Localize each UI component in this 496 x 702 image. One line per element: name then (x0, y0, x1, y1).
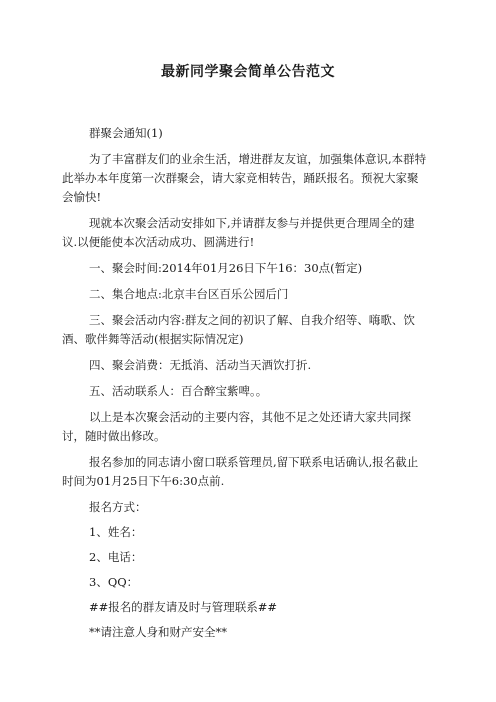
paragraph-signup-qq: 3、QQ： (89, 575, 139, 589)
paragraph-cost: 四、聚会消费：无抵消、活动当天酒饮打折. (89, 358, 312, 372)
paragraph-contact-reminder: ##报名的群友请及时与管理联系## (89, 600, 278, 614)
paragraph-activities: 三、聚会活动内容:群友之间的初识了解、自我介绍等、嗨歌、饮酒、歌伴舞等活动(根据实际情况定) (62, 313, 415, 346)
paragraph-notice-heading: 群聚会通知(1) (89, 126, 163, 140)
paragraph-safety-reminder: **请注意人身和财产安全** (89, 625, 227, 639)
paragraph-contact: 五、活动联系人：百合醉宝紫啤。。 (89, 384, 268, 398)
paragraph-signup-phone: 2、电话： (89, 550, 143, 564)
paragraph-signup-name: 1、姓名： (89, 525, 143, 539)
paragraph-summary: 以上是本次聚会活动的主要内容，其他不足之处还请大家共同探讨，随时做出修改。 (62, 410, 411, 443)
paragraph-intro: 为了丰富群友们的业余生活，增进群友友谊，加强集体意识,本群特此举办本年度第一次群聚会，请大家竞相转告，踊跃报名。预祝大家聚会愉快! (62, 152, 427, 204)
paragraph-location: 二、集合地点:北京丰台区百乐公园后门 (89, 287, 289, 301)
document-title: 最新同学聚会简单公告范文 (161, 64, 335, 80)
paragraph-signup-method: 报名方式： (89, 500, 147, 514)
paragraph-arrangement: 现就本次聚会活动安排如下,并请群友参与并提供更合理周全的建议.以便能使本次活动成功、圆满进行! (62, 216, 415, 249)
paragraph-time: 一、聚会时间:2014年01月26日下午16：30点(暂定) (89, 261, 363, 275)
document-body (62, 124, 428, 648)
paragraph-deadline: 报名参加的同志请小窗口联系管理员,留下联系电话确认,报名截止时间为01月25日下午6:30点前. (62, 455, 419, 488)
